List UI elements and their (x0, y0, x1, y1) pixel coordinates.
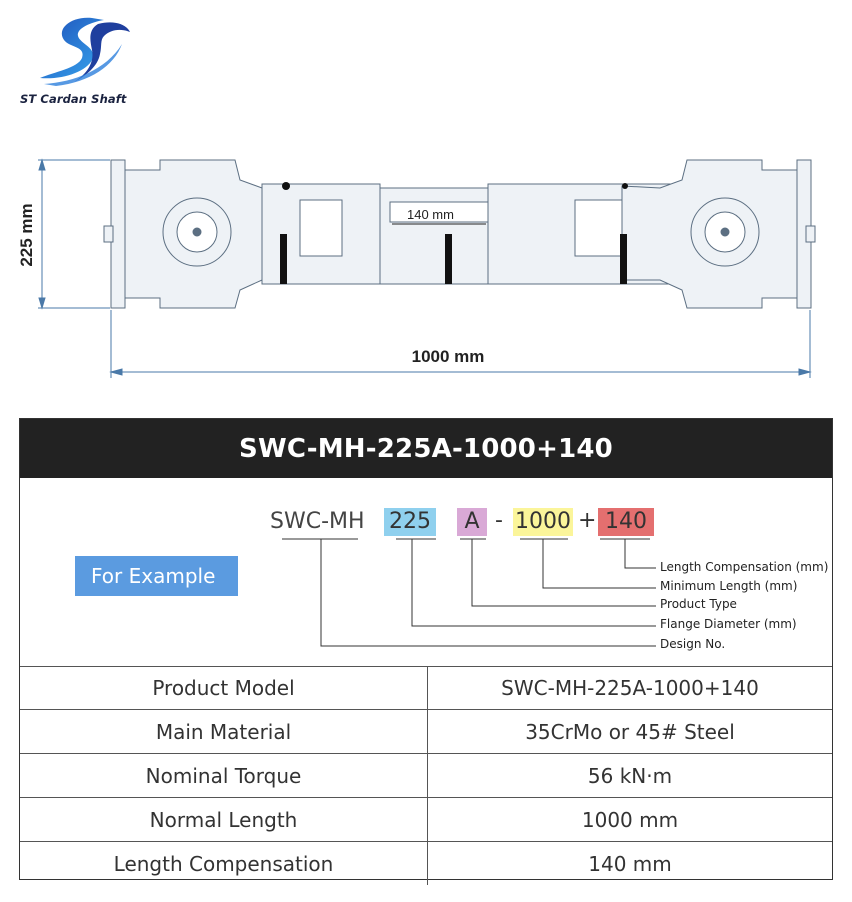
code-compensation: 140 (598, 508, 654, 536)
legend-flange-diameter: Flange Diameter (mm) (660, 617, 797, 631)
row-value: 140 mm (588, 851, 672, 876)
code-product-type: A (457, 508, 487, 536)
st-logo-icon (34, 14, 134, 86)
cardan-shaft-drawing (0, 140, 852, 390)
legend-product-type: Product Type (660, 597, 737, 611)
compensation-dimension-label: 140 mm (407, 207, 454, 222)
brand-name: ST Cardan Shaft (20, 92, 127, 106)
code-min-length: 1000 (515, 509, 571, 534)
code-plus: + (578, 508, 597, 533)
legend-design-no: Design No. (660, 637, 726, 651)
row-value: SWC-MH-225A-1000+140 (501, 675, 759, 700)
for-example-label: For Example (75, 556, 238, 596)
row-key: Nominal Torque (20, 754, 428, 797)
length-dimension-label: 1000 mm (411, 347, 485, 366)
row-key: Product Model (20, 666, 428, 709)
legend-length-compensation: Length Compensation (mm) (660, 560, 829, 574)
height-dimension-label: 225 mm (17, 203, 36, 267)
spec-header (20, 419, 832, 478)
spec-title: SWC-MH-225A-1000+140 (239, 433, 613, 464)
table-row (20, 842, 832, 885)
spec-table (19, 418, 833, 880)
code-flange-diameter: 225 (384, 508, 436, 536)
legend-minimum-length: Minimum Length (mm) (660, 579, 798, 593)
row-key: Normal Length (20, 798, 428, 841)
row-value: 35CrMo or 45# Steel (525, 719, 735, 744)
brand-logo (20, 14, 130, 109)
spec-rows (20, 666, 832, 885)
row-key: Main Material (20, 710, 428, 753)
row-value: 1000 mm (581, 807, 679, 832)
code-separator: - (495, 508, 503, 533)
row-value: 56 kN·m (587, 763, 673, 788)
row-key: Length Compensation (20, 842, 428, 885)
model-code-example (20, 478, 832, 667)
table-row (20, 710, 832, 754)
table-row (20, 798, 832, 842)
table-row (20, 666, 832, 710)
table-row (20, 754, 832, 798)
code-design-no: SWC-MH (270, 509, 365, 534)
